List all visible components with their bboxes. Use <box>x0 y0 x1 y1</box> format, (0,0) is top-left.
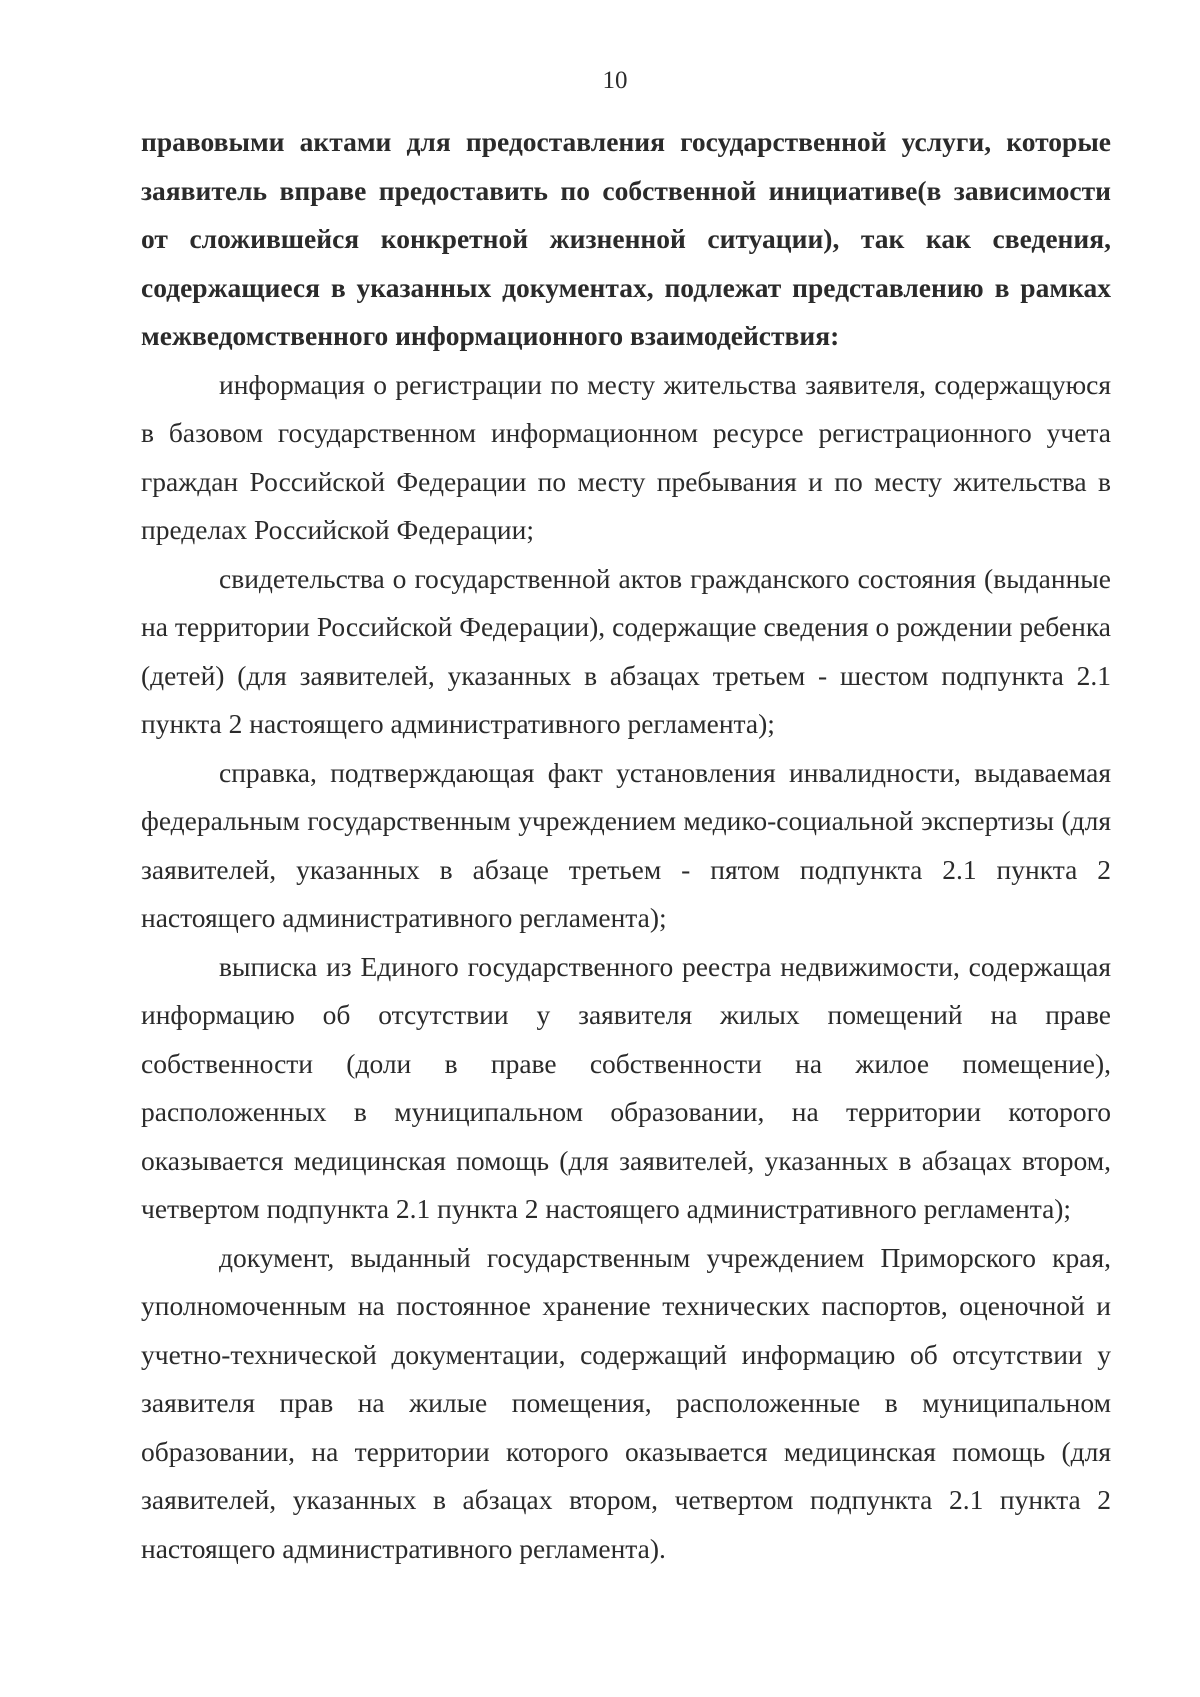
paragraph-intro: правовыми актами для предоставления государственной услуги, которые заявитель вправе предоставить по собственной инициативе(в зависимости от сложившейся конкретной жизненной ситуации), так как сведения, содержащиеся в указанных документах, подлежат представлению в рамках межведомственного информационного взаимодействия: <box>141 126 1111 351</box>
paragraph-real-estate-extract: выписка из Единого государственного реестра недвижимости, содержащая информацию об отсутствии у заявителя жилых помещений на праве собственности (доли в праве собственности на жилое помещение), расположенных в муниципальном образовании, на территории которого оказывается медицинская помощь (для заявителей, указанных в абзацах втором, четвертом подпункта 2.1 пункта 2 настоящего административного регламента); <box>141 950 1111 1224</box>
paragraph-birth-certificates: свидетельства о государственной актов гражданского состояния (выданные на территории Российской Федерации), содержащие сведения о рождении ребенка (детей) (для заявителей, указанных в абзацах третьем - шестом подпункта 2.1 пункта 2 настоящего административного регламента); <box>141 562 1111 739</box>
page-number: 10 <box>602 67 628 94</box>
paragraph-registration-info: информация о регистрации по месту жительства заявителя, содержащуюся в базовом государственном информационном ресурсе регистрационного учета граждан Российской Федерации по месту пребывания и по месту жительства в пределах Российской Федерации; <box>141 368 1111 545</box>
paragraph-technical-inventory-document: документ, выданный государственным учреждением Приморского края, уполномоченным на постоянное хранение технических паспортов, оценочной и учетно-технической документации, содержащий информацию об отсутствии у заявителя прав на жилые помещения, расположенные в муниципальном образовании, на территории которого оказывается медицинская помощь (для заявителей, указанных в абзацах втором, четвертом подпункта 2.1 пункта 2 настоящего административного регламента). <box>141 1241 1111 1564</box>
document-body <box>141 118 1111 1573</box>
paragraph-disability-certificate: справка, подтверждающая факт установления инвалидности, выдаваемая федеральным государственным учреждением медико-социальной экспертизы (для заявителей, указанных в абзаце третьем - пятом подпункта 2.1 пункта 2 настоящего административного регламента); <box>141 756 1111 933</box>
